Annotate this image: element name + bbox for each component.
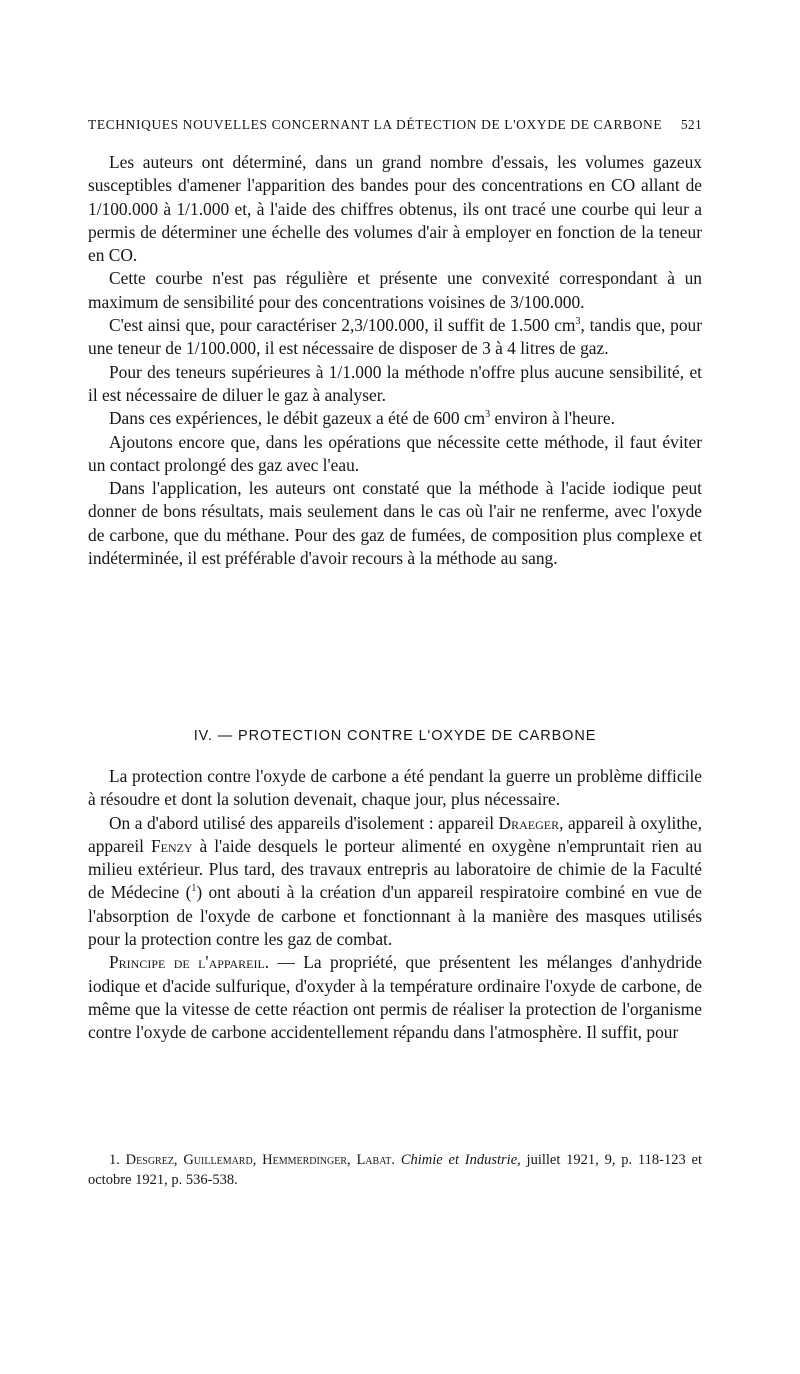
footnote-text — [88, 1151, 702, 1190]
paragraph-7: Dans l'application, les auteurs ont constaté que la méthode à l'acide iodique peut donner de bons résultats, mais seulement dans le cas où l'air ne renferme, avec l'oxyde de carbone, que du méthane. Pour des gaz de fumées, de composition plus complexe et indéterminée, il est préférable d'avoir recours à la méthode au sang. — [88, 478, 702, 569]
paragraph-10 — [88, 951, 702, 1044]
footnote-journal: Chimie et Industrie — [400, 1152, 518, 1168]
superscript-exponent: 3 — [575, 316, 581, 328]
apparatus-name-draeger: Draeger — [498, 812, 560, 833]
paragraph-5-text-before: Dans ces expériences, le débit gazeux a été de 600 cm — [109, 408, 486, 429]
running-head — [88, 117, 702, 133]
paragraph-4: Pour des teneurs supérieures à 1/1.000 la méthode n'offre plus aucune sensibilité, et il est nécessaire de diluer le gaz à analyser. — [88, 361, 702, 405]
footnote — [88, 1151, 702, 1190]
paragraph-9-text-before: On a d'abord utilisé des appareils d'isolement : appareil — [109, 812, 499, 833]
paragraph-9-text-after: à l'aide desquels le porteur alimenté en oxygène n'empruntait rien au milieu extérieur. Plus tard, des travaux entrepris au laboratoire de chimie de la Faculté de Médecine ( — [88, 835, 702, 903]
section-heading: IV. — PROTECTION CONTRE L'OXYDE DE CARBONE — [193, 728, 597, 744]
paragraph-8: La protection contre l'oxyde de carbone a été pendant la guerre un problème difficile à résoudre et dont la solution devenait, chaque jour, plus nécessaire. — [88, 766, 702, 810]
footnote-details: , juillet 1921, 9, p. 118-123 et octobre 1921, p. 536-538. — [88, 1152, 702, 1188]
superscript-exponent: 3 — [485, 409, 491, 421]
paragraph-9 — [88, 812, 702, 952]
body-text-block-1 — [88, 151, 702, 570]
paragraph-3-text-before: C'est ainsi que, pour caractériser 2,3/100.000, il suffit de 1.500 cm — [109, 315, 576, 336]
apparatus-name-fenzy: Fenzy — [150, 835, 193, 856]
running-head-title: TECHNIQUES NOUVELLES CONCERNANT LA DÉTECTION DE L'OXYDE DE CARBONE — [88, 117, 663, 132]
paragraph-1: Les auteurs ont déterminé, dans un grand nombre d'essais, les volumes gazeux susceptibles d'amener l'apparition des bandes pour des concentrations en CO allant de 1/100.000 à 1/1.000 et, à l'aide des chiffres obtenus, ils ont tracé une courbe qui leur a permis de déterminer une échelle des volumes d'air à employer en fonction de la teneur en CO. — [88, 152, 702, 266]
paragraph-9-text-end: ) ont abouti à la création d'un appareil respiratoire combiné en vue de l'absorption de l'oxyde de carbone et fonctionnant à la manière des masques utilisés pour la protection contre les gaz de combat. — [88, 882, 702, 950]
body-text-block-2 — [88, 765, 702, 1045]
paragraph-label: Principe de l'appareil. — [109, 952, 270, 973]
paragraph-3-text-after: , tandis que, pour une teneur de 1/100.000, il est nécessaire de disposer de 3 à 4 litres de gaz. — [88, 315, 703, 359]
footnote-reference: 1 — [191, 883, 197, 895]
page-number: 521 — [680, 117, 702, 132]
footnote-number: 1. — [109, 1152, 126, 1168]
paragraph-2: Cette courbe n'est pas régulière et présente une convexité correspondant à un maximum de sensibilité pour des concentrations voisines de 3/100.000. — [88, 268, 702, 312]
paragraph-5 — [88, 407, 702, 430]
paragraph-3 — [88, 314, 702, 361]
paragraph-6: Ajoutons encore que, dans les opérations que nécessite cette méthode, il faut éviter un contact prolongé des gaz avec l'eau. — [88, 431, 702, 475]
paragraph-5-text-after: environ à l'heure. — [490, 408, 615, 429]
paragraph-10-text: — La propriété, que présentent les mélanges d'anhydride iodique et d'acide sulfurique, d'oxyder à la température ordinaire l'oxyde de carbone, de même que la vitesse de cette réaction ont permis de réaliser la protection de l'organisme contre l'oxyde de carbone accidentellement répandu dans l'atmosphère. Il suffit, pour — [88, 952, 702, 1043]
paragraph-9-text-middle: , appareil à oxylithe, appareil — [88, 812, 702, 856]
footnote-authors: Desgrez, Guillemard, Hemmerdinger, Labat. — [125, 1152, 396, 1168]
